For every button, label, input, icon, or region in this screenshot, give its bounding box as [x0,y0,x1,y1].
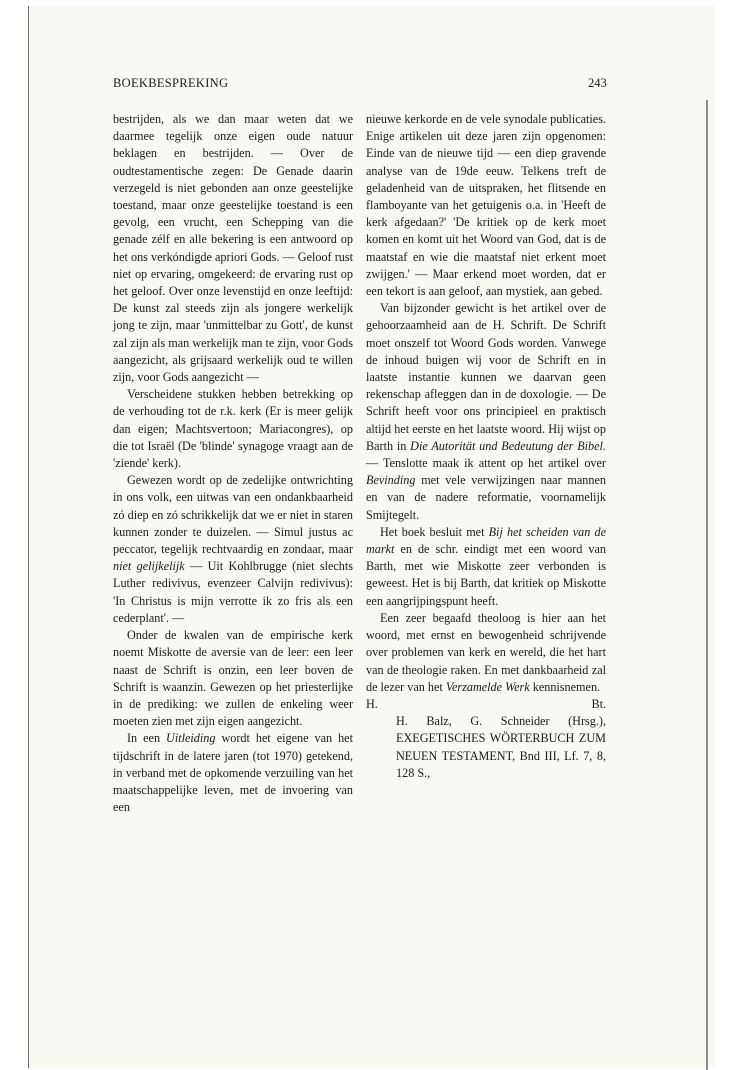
review-signature [366,696,606,713]
italic-phrase: niet gelijkelijk [113,559,185,574]
paragraph: Het boek besluit met Bij het scheiden van de markt en de schr. eindigt met een woord van Barth, met wie Miskotte zeer verbonden is geweest. Het is bij Barth, dat kritiek op Miskotte een aangrijpingspunt heeft. [366,524,606,608]
page-edge-line [706,100,708,1070]
italic-title: Uitleiding [166,731,216,746]
italic-title: Bevinding [366,473,416,488]
paragraph: Een zeer begaafd theoloog is hier aan het woord, met ernst en bewogenheid schrijvende over problemen van kerk en wereld, die het hart van de theologie raken. En met dankbaarheid zal de lezer van het Verzamelde Werk kennisnemen. [366,610,606,694]
italic-title: Verzamelde Werk [445,679,530,694]
right-column [366,111,606,782]
paragraph: bestrijden, als we dan maar weten dat we daarmee tegelijk onze eigen oude natuur beklagen en bestrijden. — Over de oudtestamentische zegen: De Genade daarin verzegeld is niet gebonden aan onze geestelijke toestand, maar onze geestelijke toestand is een gevolg, een vrucht, een Schepping van die genade zélf en alle bekering is een antwoord op het ons verkóndigde apriori Gods. — Geloof rust niet op ervaring, omgekeerd: de ervaring rust op het geloof. Over onze levenstijd en onze leeftijd: De kunst zal steeds zijn als jongere werkelijk jong te zijn, maar 'unmittelbar zu Gott', de kunst zal zijn als man werkelijk man te zijn, voor Gods aangezicht, als grijsaard werkelijk oud te willen zijn, voor Gods aangezicht — [113,112,353,385]
paragraph: nieuwe kerkorde en de vele synodale publicaties. Enige artikelen uit deze jaren zijn opgenomen: Einde van de nieuwe tijd — een diep gravende analyse van de 19de eeuw. Telkens treft de geladenheid van de uitspraken, het flitsende en flamboyante van het getuigenis o.a. in 'Heeft de kerk afgedaan?' 'De kritiek op de kerk moet komen en komt uit het Woord van God, dat is de maatstaf en wie die maatstaf niet erkent moet zwijgen.' — Maar erkend moet worden, dat er een tekort is aan geloof, aan mystiek, aan gebed. [366,112,606,299]
italic-title: Die Autorität und Bedeutung der Bibel. [410,438,606,453]
reviewer-initials: Bt. [591,696,606,711]
paragraph: Verscheidene stukken hebben betrekking op de verhouding tot de r.k. kerk (Er is meer gelijk dan eigen; Machtsvertoon; Mariacongres), op die tot Israël (De 'blinde' synagoge vraagt aan de 'ziende' kerk). [113,387,353,471]
next-review-citation: H. Balz, G. Schneider (Hrsg.), EXEGETISCHES WÖRTERBUCH ZUM NEUEN TESTAMENT, Bnd III, Lf. 7, 8, 128 S., [396,714,606,780]
italic-title: Bij het scheiden van de markt [366,524,606,557]
author-initial: H. [366,696,378,711]
left-column [113,111,353,816]
running-title: BOEKBESPREKING [113,76,229,90]
paragraph: In een Uitleiding wordt het eigene van het tijdschrift in de latere jaren (tot 1970) getekend, in verband met de opkomende verzuiling van het maatschappelijke leven, met de invoering van een [113,731,353,815]
paragraph: Gewezen wordt op de zedelijke ontwrichting in ons volk, een uitwas van een ondankbaarheid zó diep en zó schrikkelijk dat we er niet in staren kunnen zonder te duizelen. — Simul justus ac peccator, tegelijk rechtvaardig en zondaar, maar niet gelijkelijk — Uit Kohlbrugge (niet slechts Luther redivivus, evenzeer Calvijn redivivus): 'In Christus is mijn verrotte ik zo fris als een cederplant'. — [113,473,354,625]
paragraph: Van bijzonder gewicht is het artikel over de gehoorzaamheid aan de H. Schrift. De Schrift moet onszelf tot Woord Gods worden. Vanwege de inhoud buigen wij voor de Schrift en in laatste instantie kunnen we daarvan geen rekenschap afleggen dan in de doxologie. — De Schrift heeft voor ons principieel en praktisch altijd het eerste en het laatste woord. Hij wijst op Barth in Die Autorität und Bedeutung der Bibel. — Tenslotte maak ik attent op het artikel over Bevinding met vele verwijzingen naar mannen en van de nadere reformatie, voornamelijk Smijtegelt. [366,301,606,522]
paragraph: Onder de kwalen van de empirische kerk noemt Miskotte de aversie van de leer: een leer naast de Schrift is onzin, een leer boven de Schrift is waanzin. Gewezen op het priesterlijke in de prediking: we zullen de enkeling weer moeten zien met zijn eigen aangezicht. [113,628,353,729]
page-number: 243 [588,76,607,90]
